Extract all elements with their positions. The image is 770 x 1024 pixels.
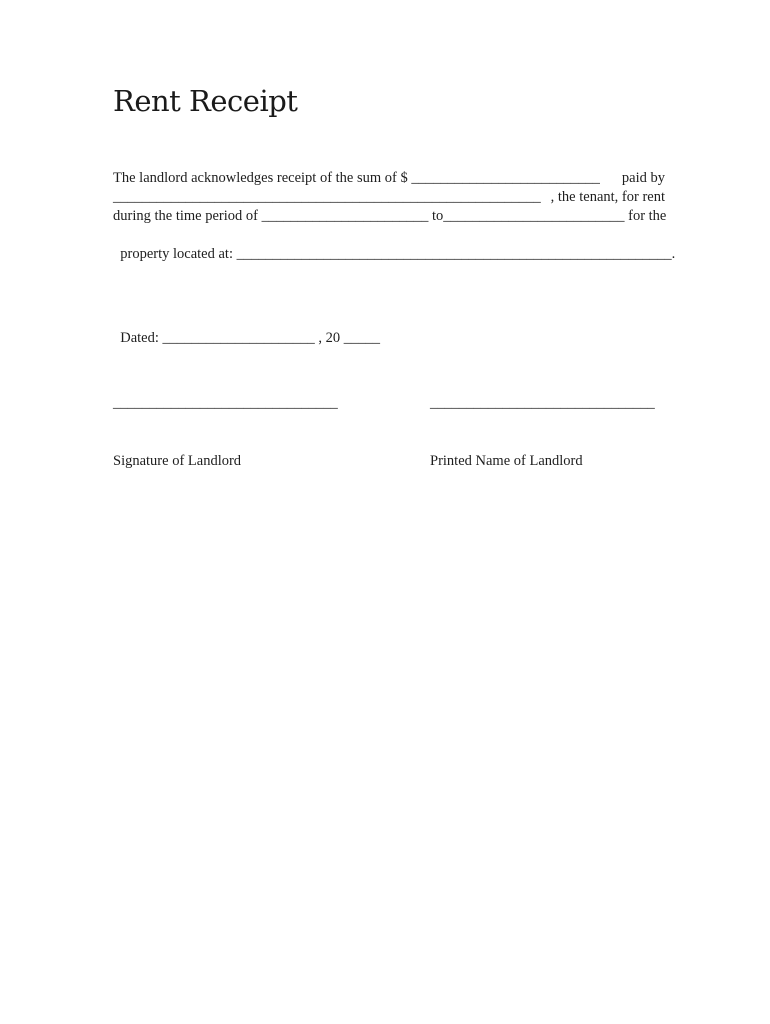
receipt-line-tenant	[113, 188, 665, 207]
tenant-blank: ___________________________________________________________	[113, 189, 541, 205]
printed-name-caption: Printed Name of Landlord	[430, 453, 583, 469]
receipt-line-property	[113, 226, 675, 264]
receipt-line-period	[113, 207, 665, 226]
page-title: Rent Receipt	[113, 84, 298, 118]
period-end-text: _________________________ for the	[443, 208, 667, 224]
signature-line: _______________________________	[113, 395, 338, 411]
property-text: property located at: ____________________________________________________________.	[120, 246, 676, 262]
tenant-text: , the tenant, for rent	[550, 189, 665, 205]
dated-text: Dated: _____________________ , 20 _____	[120, 330, 381, 346]
printed-name-block-landlord	[430, 356, 655, 490]
receipt-line-amount	[113, 169, 665, 188]
signature-caption: Signature of Landlord	[113, 453, 242, 469]
period-start-text: during the time period of _______________________ to	[113, 208, 444, 224]
signature-block-landlord	[113, 356, 338, 490]
dated-line	[113, 310, 380, 348]
amount-text: The landlord acknowledges receipt of the sum of $ __________________________	[113, 170, 600, 186]
paid-by-text: paid by	[621, 170, 665, 186]
printed-name-line: _______________________________	[430, 395, 655, 411]
